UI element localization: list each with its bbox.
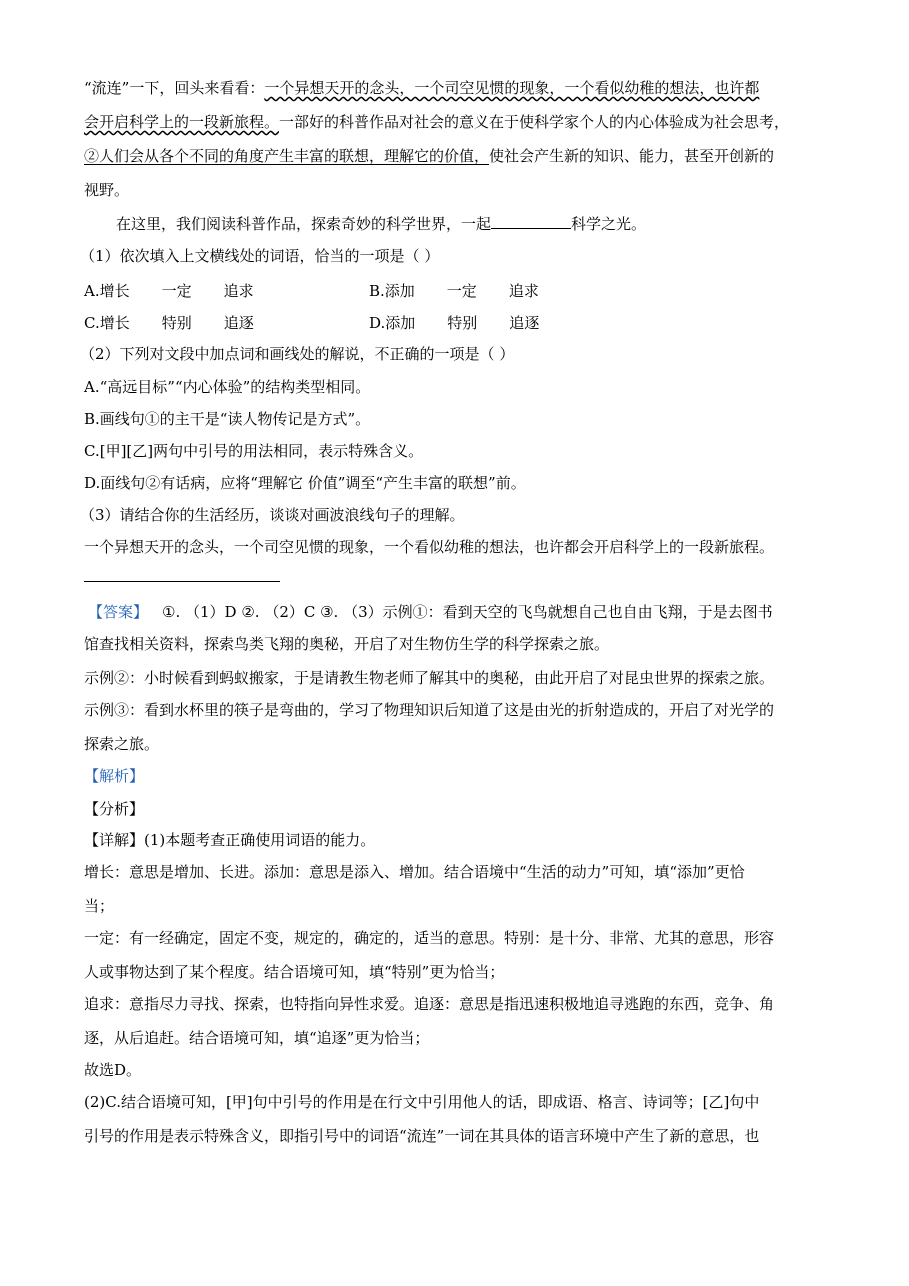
answer-line-4: 示例③：看到水杯里的筷子是弯曲的，学习了物理知识后知道了这是由光的折射造成的，开启了对光学的: [84, 701, 775, 719]
passage-text: 科学之光。: [571, 215, 647, 233]
question-3-stem: （3）请结合你的生活经历，谈谈对画波浪线句子的理解。: [80, 506, 465, 524]
answer-text: ①. （1）D ②. （2）C ③. （3）示例①：看到天空的飞鸟就想自己也自由飞翔，于是去图书: [162, 603, 773, 621]
detail-line-4: 一定：有一经确定，固定不变，规定的，确定的，适当的意思。特别：是十分、非常、尤其的意思，形容: [84, 929, 775, 947]
q1-option-b: B.添加 一定 追求: [369, 282, 539, 300]
passage-text: 使社会产生新的知识、能力，甚至开创新的: [489, 147, 775, 165]
q1-option-d: D.添加 特别 追逐: [369, 314, 540, 332]
passage-line-5: [116, 214, 646, 234]
answer-tag: 【答案】: [88, 603, 149, 621]
detail-line-8: 故选D。: [84, 1061, 142, 1079]
detail-line-5: 人或事物达到了某个程度。结合语境可知，填“特别”更为恰当；: [84, 963, 505, 981]
passage-line-3: [84, 146, 774, 166]
wavy-sentence: 会开启科学上的一段新旅程。: [84, 113, 280, 131]
detail-line-3: 当；: [84, 897, 115, 915]
q2-option-c: C.[甲][乙]两句中引号的用法相同，表示特殊含义。: [84, 442, 424, 460]
answer-line-1: [88, 602, 773, 622]
detail-line-7: 逐，从后追赶。结合语境可知，填“追逐”更为恰当；: [84, 1029, 430, 1047]
answer-line-3: 示例②：小时候看到蚂蚁搬家，于是请教生物老师了解其中的奥秘，由此开启了对昆虫世界的探索之旅。: [84, 669, 775, 687]
question-2-stem: （2）下列对文段中加点词和画线处的解说，不正确的一项是（ ）: [80, 345, 515, 363]
detail-line-10: 引号的作用是表示特殊含义，即指引号中的词语“流连”一词在其具体的语言环境中产生了新的意思，也: [84, 1127, 760, 1145]
q2-option-d: D.面线句②有话病，应将“理解它 价值”调至“产生丰富的联想”前。: [84, 474, 526, 492]
detail-line-6: 追求：意指尽力寻找、探索，也特指向异性求爱。追逐：意思是指迅速积极地追寻逃跑的东西，竞争、角: [84, 995, 775, 1013]
q1-option-a: A.增长 一定 追求: [84, 282, 254, 300]
answer-line-5: 探索之旅。: [84, 735, 160, 753]
analysis-tag: 【解析】: [84, 767, 145, 785]
passage-line-4: 视野。: [84, 181, 130, 199]
wavy-sentence: 一个异想天开的念头，一个司空见惯的现象，一个看似幼稚的想法，也许都: [264, 79, 760, 97]
question-3-quote: 一个异想天开的念头，一个司空见惯的现象，一个看似幼稚的想法，也许都会开启科学上的一段新旅程。: [84, 538, 775, 556]
q2-option-b: B.画线句①的主干是“读人物传记是方式”。: [84, 410, 371, 428]
passage-text: 在这里，我们阅读科普作品，探索奇妙的科学世界，一起: [116, 215, 492, 233]
answer-line-2: 馆查找相关资料，探索鸟类飞翔的奥秘，开启了对生物仿生学的科学探索之旅。: [84, 635, 610, 653]
q1-option-c: C.增长 特别 追逐: [84, 314, 254, 332]
passage-text: “流连”一下，回头来看看：: [84, 79, 265, 97]
passage-line-2: [84, 112, 789, 132]
underlined-sentence-2: ②人们会从各个不同的角度产生丰富的联想，理解它的价值，: [84, 147, 490, 165]
detail-line-2: 增长：意思是增加、长进。添加：意思是添入、增加。结合语境中“生活的动力”可知，填“添加”更恰: [84, 863, 745, 881]
fenxi-tag: 【分析】: [84, 800, 145, 818]
fill-blank: [491, 214, 571, 229]
passage-line-1: [84, 78, 759, 98]
q2-option-a: A.“高远目标”“内心体验”的结构类型相同。: [84, 378, 371, 396]
passage-text: 一部好的科普作品对社会的意义在于使科学家个人的内心体验成为社会思考，: [279, 113, 790, 131]
detail-line-9: (2)C.结合语境可知，[甲]句中引号的作用是在行文中引用他人的话，即成语、格言、诗词等；[乙]句中: [84, 1093, 760, 1111]
detail-line-1: 【详解】(1)本题考查正确使用词语的能力。: [84, 831, 376, 849]
question-1-stem: （1）依次填入上文横线处的词语，恰当的一项是（ ）: [80, 247, 440, 265]
separator-rule: [84, 581, 280, 582]
